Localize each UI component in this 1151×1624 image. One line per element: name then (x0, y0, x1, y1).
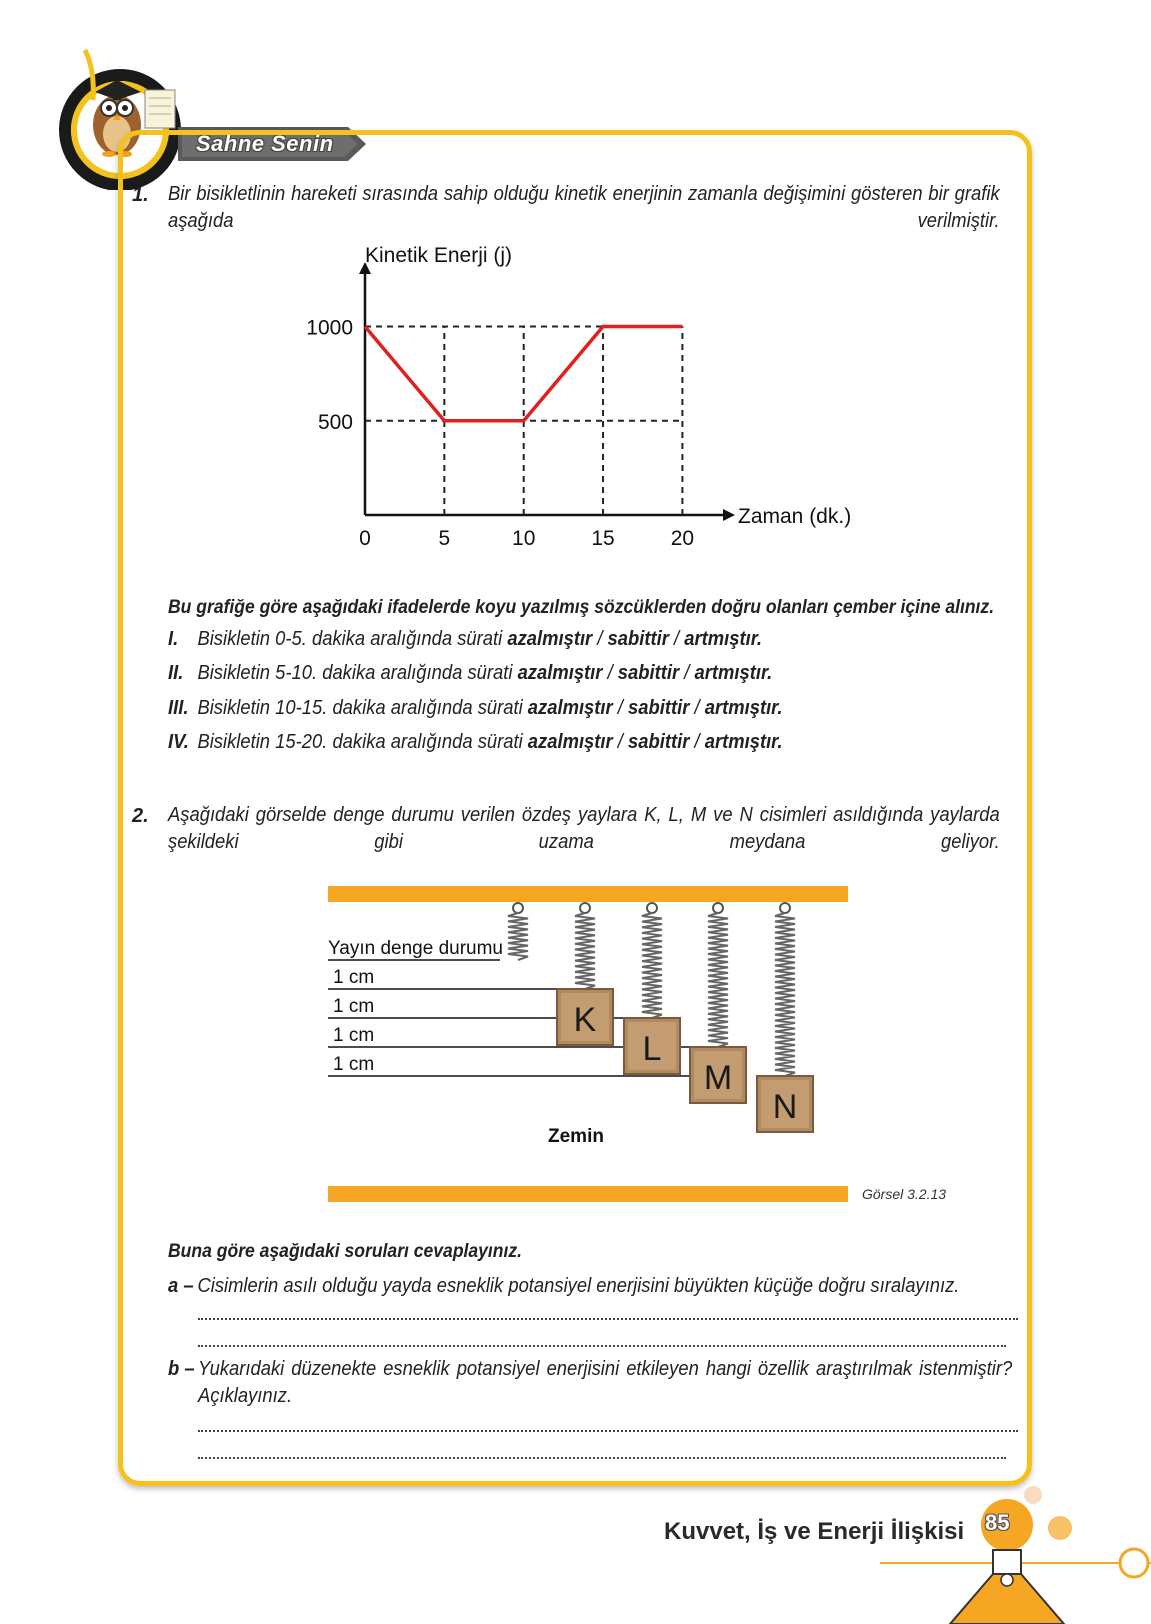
x-tick-label: 5 (438, 527, 451, 550)
choice-constant[interactable]: sabittir (607, 628, 669, 650)
question-1-text: Bir bisikletlinin hareketi sırasında sahip olduğu kinetik enerjinin zamanla değişimini gösteren bir grafik aşağıda verilmiştir. (168, 183, 1000, 232)
y-tick-label: 1000 (306, 316, 353, 340)
x-tick-label: 10 (512, 527, 536, 550)
block-label: N (772, 1088, 798, 1126)
spring-hook (713, 903, 723, 913)
spring-hook (780, 903, 790, 913)
spring-hook (647, 903, 657, 913)
spring (708, 913, 728, 1047)
question-2a-label: a – (168, 1275, 194, 1297)
cm-label: 1 cm (333, 967, 375, 988)
cm-label: 1 cm (333, 996, 375, 1017)
footer-title: Kuvvet, İş ve Enerji İlişkisi (664, 1518, 965, 1545)
choice-increased[interactable]: artmıştır. (694, 662, 773, 684)
question-2b-text: Yukarıdaki düzenekte esneklik potansiyel enerjisini etkileyen hangi özellik araştırılmak istenmiştir? Açıklayınız. (198, 1358, 1013, 1407)
statement-text: Bisikletin 15-20. dakika aralığında sürati (197, 731, 528, 753)
kinetic-energy-chart (300, 240, 880, 570)
question-1-number: 1. (132, 184, 149, 206)
question-2a (168, 1275, 959, 1298)
block-label: M (703, 1059, 733, 1097)
ground-label: Zemin (548, 1126, 604, 1147)
choice-separator: / (612, 697, 629, 719)
flask-icon (880, 1480, 1151, 1624)
equilibrium-spring (508, 913, 528, 960)
spring (775, 913, 795, 1076)
block-label: L (642, 1030, 662, 1068)
choice-increased[interactable]: artmıştır. (704, 697, 783, 719)
y-axis-label: Kinetik Enerji (j) (365, 244, 513, 267)
y-tick-label: 500 (317, 410, 353, 434)
choice-constant[interactable]: sabittir (628, 697, 690, 719)
question-2-instruction: Buna göre aşağıdaki soruları cevaplayınız. (168, 1240, 523, 1262)
choice-constant[interactable]: sabittir (628, 731, 690, 753)
figure-caption: Görsel 3.2.13 (862, 1186, 947, 1202)
answer-line[interactable] (198, 1318, 1018, 1320)
x-axis-arrow (723, 509, 735, 521)
statement-number: I. (168, 628, 179, 650)
series-line (365, 327, 682, 421)
question-2a-text: Cisimlerin asılı olduğu yayda esneklik potansiyel enerjisini büyükten küçüğe doğru sıralayınız. (197, 1275, 960, 1297)
statement-text: Bisikletin 0-5. dakika aralığında sürati (197, 628, 508, 650)
question-1-instruction: Bu grafiğe göre aşağıdaki ifadelerde koyu yazılmış sözcüklerden doğru olanları çember içine alınız. (168, 596, 995, 618)
choice-decreased[interactable]: azalmıştır (527, 697, 613, 719)
choice-increased[interactable]: artmıştır. (704, 731, 783, 753)
choice-increased[interactable]: artmıştır. (684, 628, 762, 650)
ceiling-bar (328, 886, 848, 902)
statement-number: IV. (168, 731, 189, 753)
cm-label: 1 cm (333, 1025, 375, 1046)
question-2b-label: b – (168, 1358, 195, 1380)
spring (575, 913, 595, 989)
question-2-number: 2. (132, 805, 149, 827)
cm-label: 1 cm (333, 1054, 375, 1075)
statement-text: Bisikletin 5-10. dakika aralığında sürati (197, 662, 518, 684)
question-2b (168, 1358, 197, 1381)
choice-decreased[interactable]: azalmıştır (517, 662, 603, 684)
choice-separator: / (602, 662, 618, 684)
statement-text: Bisikletin 10-15. dakika aralığında sürati (197, 697, 528, 719)
choice-separator: / (679, 662, 695, 684)
x-tick-label: 0 (359, 527, 371, 550)
answer-line[interactable] (198, 1345, 1006, 1347)
spring-hook (580, 903, 590, 913)
choice-constant[interactable]: sabittir (617, 662, 680, 684)
question-2-text: Aşağıdaki görselde denge durumu verilen özdeş yaylara K, L, M ve N cisimleri asıldığında yaylarda şekildeki gibi uzama meydana geliyor. (168, 804, 1000, 853)
statement-number: III. (168, 697, 189, 719)
statement-item (168, 731, 782, 754)
choice-separator: / (592, 628, 608, 650)
equilibrium-label: Yayın denge durumu (328, 938, 503, 959)
choice-separator: / (689, 697, 705, 719)
statement-item (168, 662, 772, 685)
answer-line[interactable] (198, 1457, 1006, 1459)
choice-decreased[interactable]: azalmıştır (507, 628, 593, 650)
x-tick-label: 20 (670, 527, 695, 550)
x-tick-label: 15 (591, 527, 615, 550)
x-axis-label: Zaman (dk.) (738, 505, 852, 528)
choice-decreased[interactable]: azalmıştır (527, 731, 613, 753)
banner-title: Sahne Senin (196, 131, 334, 156)
spring-figure (320, 880, 860, 1210)
choice-separator: / (668, 628, 685, 650)
choice-separator: / (612, 731, 629, 753)
spring (642, 913, 662, 1018)
statement-number: II. (168, 662, 184, 684)
equilibrium-spring-hook (513, 903, 523, 913)
page-number: 85 (985, 1510, 1010, 1535)
statement-item (168, 628, 762, 651)
answer-line[interactable] (198, 1430, 1018, 1432)
choice-separator: / (689, 731, 705, 753)
statement-item (168, 697, 782, 720)
block-label: K (573, 1001, 597, 1039)
ground-bar (328, 1186, 848, 1202)
